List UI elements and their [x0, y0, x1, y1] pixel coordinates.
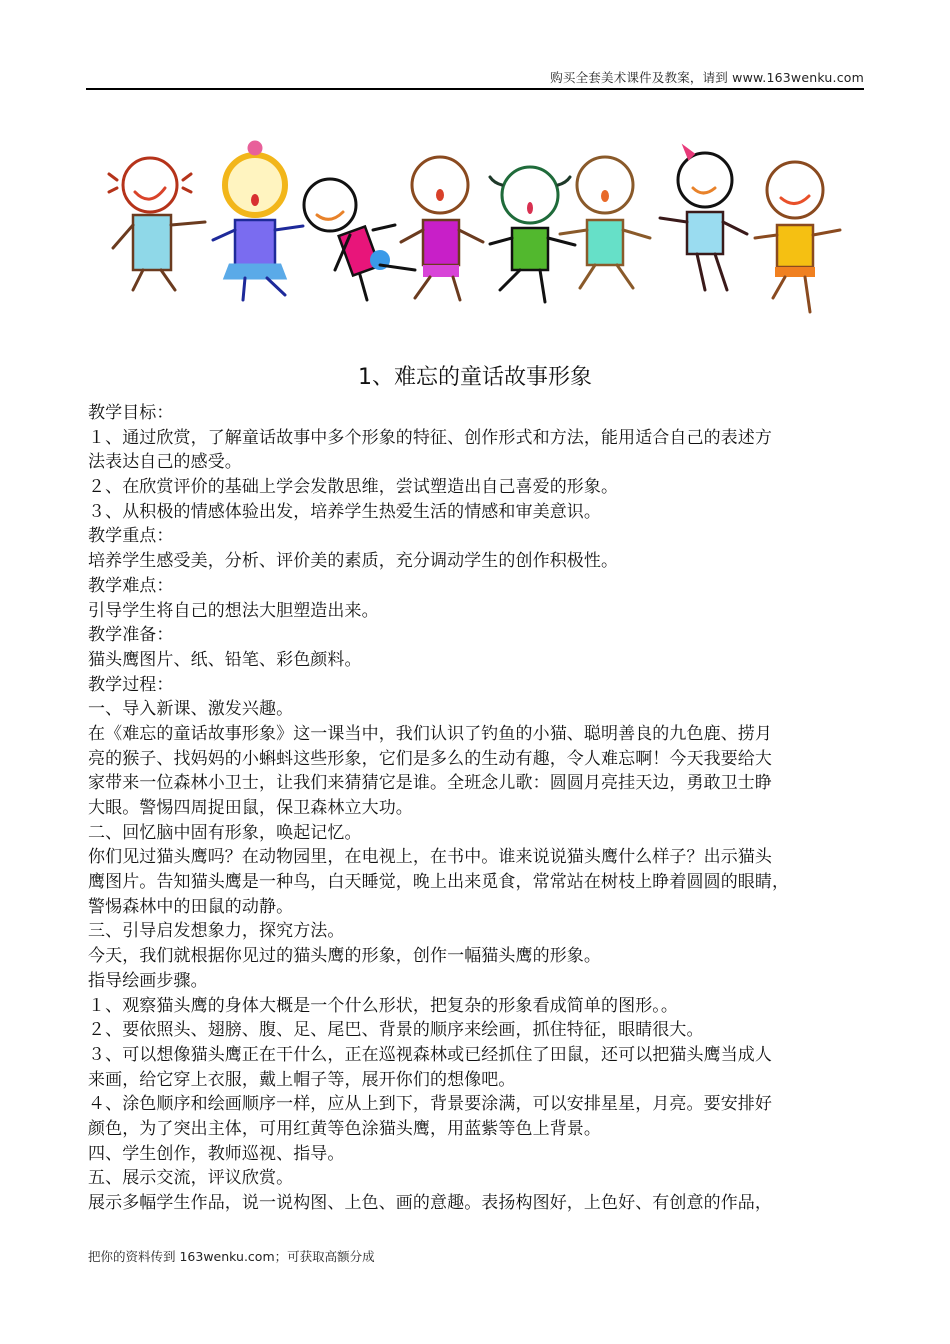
header-divider	[86, 88, 864, 90]
text-line: 亮的猴子、找妈妈的小蝌蚪这些形象，它们是多么的生动有趣，令人难忘啊！今天我要给大	[88, 748, 772, 769]
text-line: 你们见过猫头鹰吗？在动物园里，在电视上，在书中。谁来说说猫头鹰什么样子？出示猫头	[88, 847, 772, 868]
text-line: 教学准备：	[88, 625, 174, 646]
text-line: ３、从积极的情感体验出发，培养学生热爱生活的情感和审美意识。	[88, 501, 601, 522]
text-line: 教学过程：	[88, 674, 174, 695]
text-line: 四、学生创作，教师巡视、指导。	[88, 1143, 345, 1164]
text-line: 培养学生感受美，分析、评价美的素质，充分调动学生的创作积极性。	[88, 551, 619, 572]
text-line: 五、展示交流，评议欣赏。	[88, 1168, 294, 1189]
text-line: 二、回忆脑中固有形象，唤起记忆。	[88, 822, 362, 843]
text-line: 警惕森林中的田鼠的动静。	[88, 896, 294, 917]
text-line: 引导学生将自己的想法大胆塑造出来。	[88, 600, 379, 621]
lesson-title: 1、难忘的童话故事形象	[358, 365, 592, 390]
text-line: 今天，我们就根据你见过的猫头鹰的形象，创作一幅猫头鹰的形象。	[88, 946, 601, 967]
text-line: 一、导入新课、激发兴趣。	[88, 699, 294, 720]
text-line: 家带来一位森林小卫士，让我们来猜猜它是谁。全班念儿歌：圆圆月亮挂天边，勇敢卫士睁	[88, 773, 772, 794]
child-figure	[304, 179, 415, 300]
text-line: 鹰图片。告知猫头鹰是一种鸟，白天睡觉，晚上出来觅食，常常站在树枝上睁着圆圆的眼睛，	[88, 872, 790, 893]
child-figure	[213, 142, 303, 300]
text-line: 教学难点：	[88, 575, 174, 596]
text-line: ４、涂色顺序和绘画顺序一样，应从上到下，背景要涂满，可以安排星星，月亮。要安排好	[88, 1094, 772, 1115]
dancing-children-illustration	[105, 130, 845, 330]
text-line: 法表达自己的感受。	[88, 452, 242, 473]
page-header-text: 购买全套美术课件及教案，请到 www.163wenku.com	[550, 70, 864, 85]
text-line: 来画，给它穿上衣服，戴上帽子等，展开你们的想像吧。	[88, 1069, 516, 1090]
text-line: 三、引导启发想象力，探究方法。	[88, 921, 345, 942]
text-line: 指导绘画步骤。	[88, 970, 208, 991]
text-line: 展示多幅学生作品，说一说构图、上色、画的意趣。表扬构图好，上色好、有创意的作品，	[88, 1193, 772, 1213]
child-figure	[109, 158, 205, 290]
lesson-body	[88, 401, 878, 1216]
text-line: 大眼。警惕四周捉田鼠，保卫森林立大功。	[88, 798, 413, 818]
text-line: 教学重点：	[88, 526, 174, 547]
child-figure	[755, 162, 840, 312]
text-line: 颜色，为了突出主体，可用红黄等色涂猫头鹰，用蓝紫等色上背景。	[88, 1118, 601, 1139]
child-figure	[560, 157, 650, 288]
text-line: ３、可以想像猫头鹰正在干什么，正在巡视森林或已经抓住了田鼠，还可以把猫头鹰当成人	[88, 1044, 772, 1065]
text-line: １、通过欣赏，了解童话故事中多个形象的特征、创作形式和方法，能用适合自己的表述方	[88, 427, 772, 448]
text-line: ２、要依照头、翅膀、腹、足、尾巴、背景的顺序来绘画，抓住特征，眼睛很大。	[88, 1020, 704, 1041]
child-figure	[401, 157, 483, 300]
child-figure	[660, 148, 747, 290]
text-line: １、观察猫头鹰的身体大概是一个什么形状，把复杂的形象看成简单的图形。。	[88, 995, 678, 1016]
text-line: ２、在欣赏评价的基础上学会发散思维，尝试塑造出自己喜爱的形象。	[88, 477, 619, 498]
text-line: 在《难忘的童话故事形象》这一课当中，我们认识了钓鱼的小猫、聪明善良的九色鹿、捞月	[88, 723, 772, 744]
text-line: 教学目标：	[88, 403, 174, 423]
page-footer-text: 把你的资料传到 163wenku.com；可获取高额分成	[88, 1249, 375, 1264]
text-line: 猫头鹰图片、纸、铅笔、彩色颜料。	[88, 649, 362, 670]
